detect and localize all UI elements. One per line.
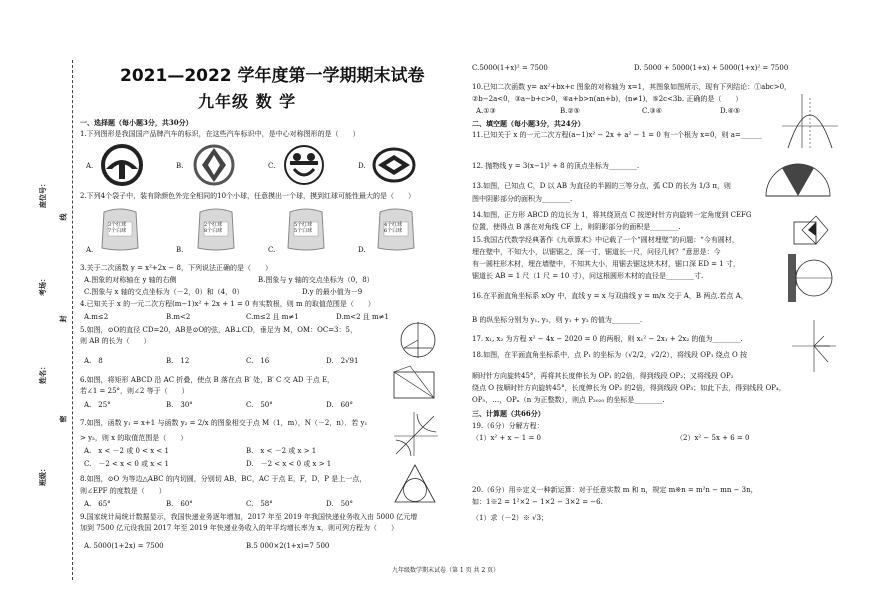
q15-line-4: 锯道长 AB = 1 尺（1 尺 = 10 寸），问这根圆形木材的直径是________寸. — [472, 272, 704, 280]
q7-option-b: B. x < －2 或 x > 1 — [246, 447, 317, 455]
q14-line-2: 位置，使得点 B 落在对角线 CF 上，则阴影部分的面积是________. — [472, 223, 681, 231]
q5-line-1: 5.如图，⊙O的直径 CD=20，AB是⊙O的弦，AB⊥CD，垂足为 M，OM：OC=3：5， — [80, 326, 357, 334]
exam-room-label: 考场： — [39, 275, 47, 296]
q14-line-1: 14.如图，正方形 ABCD 的边长为 1，将其绕顶点 C 按逆时针方向旋转一定角度到 CEFG — [472, 211, 752, 219]
q20-line-1: 20.（6分）用※定义一种新运算：对于任意实数 m 和 n，规定 m※n = m²n − mn − 3n， — [472, 486, 758, 494]
q9-line-1: 9.国家统计局统计数据显示，我国快递业务逐年增加，2017 年至 2019 年我国快递业务收入由 5000 亿元增 — [80, 513, 418, 521]
section3-heading: 三、计算题（共66分） — [472, 409, 545, 418]
q8-option-c: C. 58° — [246, 500, 273, 508]
q3-stem: 3.关于二次函数 y = x²+2x − 8，下列说法正确的是（ ） — [80, 264, 272, 272]
q5-option-b: B. 12 — [166, 357, 190, 365]
car-logo-c-icon — [282, 143, 326, 187]
q6-rectangle-figure — [390, 364, 440, 404]
q3-option-d: D.y 的最小值为－9 — [302, 288, 363, 296]
q7-line-1: 7.如图，函数 y₁ = x+1 与函数 y₂ = 2/x 的图象相交于点 M（1，m），N（－2，n）．若 y₁ — [80, 419, 368, 427]
q1-stem: 1.下列图形是我国国产品牌汽车的标识，在这些汽车标识中，是中心对称图形的是（ ） — [80, 130, 360, 138]
q13-line-2: 图中阴影部分的面积为________. — [472, 195, 573, 203]
q8-line-2: 则∠EPF 的度数是（ ） — [80, 487, 166, 495]
q4-option-b: B.m<2 — [166, 313, 191, 321]
bag-a-red: 3个红球 — [108, 222, 127, 228]
q5-option-c: C. 16 — [246, 357, 270, 365]
bag-b-white: 8个白球 — [204, 228, 223, 234]
seat-number-label: 座位号： — [39, 180, 47, 208]
section1-heading: 一、选择题（每小题3分，共30分） — [80, 118, 193, 127]
q6-option-d: D. 60° — [326, 401, 353, 409]
q7-option-c: C. －2 < x < 0 或 x < 1 — [84, 460, 169, 468]
q18-coordinate-figure — [790, 318, 838, 374]
q6-line-2: 若∠1 = 25°，则∠2 等于（ ） — [80, 387, 189, 395]
q15-line-2: 埋在壁中，不知大小，以锯锯之，深一寸，锯道长一尺，问径几何？”意思是：今 — [472, 248, 721, 256]
q2-option-c: C. — [268, 246, 276, 254]
q9-option-a: A. 5000(1+2x) = 7500 — [84, 542, 164, 550]
q10-line-2: ②b−2a<0，③a−b+c>0，④a+b>n(an+b)，(n≠1)，⑤2c<3b. 正确的是（ ） — [472, 95, 743, 103]
q11-text: 11.已知关于 x 的一元二次方程(a−1)x² − 2x + a² − 1 = 0 有一个根为 x=0，则 a=______ — [472, 131, 762, 139]
q12-text: 12. 抛物线 y = 3(x−1)² + 8 的顶点坐标为________. — [472, 162, 640, 170]
q9-option-b: B.5 000×2(1+x)=7 500 — [246, 542, 330, 550]
exam-title: 2021—2022 学年度第一学期期末试卷 — [120, 66, 425, 86]
q5-line-2: 则 AB 的长为（ ） — [80, 337, 151, 345]
q9-option-d: D. 5000 + 5000(1+x) + 5000(1+x)² = 7500 — [634, 64, 789, 72]
bag-c-red: 5个红球 — [294, 222, 313, 228]
q3-option-b: B.图象与 y 轴的交点坐标为（0，8） — [258, 276, 374, 284]
q6-option-c: C. 50° — [246, 401, 273, 409]
q5-circle-figure — [396, 318, 440, 362]
q10-option-d: D.④⑤ — [720, 107, 741, 115]
q14-square-figure — [790, 210, 830, 250]
q10-option-a: A.①③ — [476, 107, 496, 115]
section2-heading: 二、填空题（每小题3分，共24分） — [472, 119, 585, 128]
q20-line-2: 如：1※2 = 1²×2 − 1×2 − 3×2 = −6. — [472, 498, 603, 506]
q19-stem: 19.（6分）分解方程： — [472, 422, 544, 430]
q4-option-c: C.m≤2 且 m≠1 — [246, 313, 299, 321]
bag-a-white: 7个白球 — [108, 228, 127, 234]
q3-option-c: C.图象与 x 轴的交点坐标为（－2，0）和（4，0） — [84, 288, 244, 296]
q16-line-2: B 的纵坐标分别为 y₁, y₂，则 y₁ + y₂ 的值为________. — [472, 316, 643, 324]
q19-part-2: （2）x² − 5x + 6 = 0 — [676, 434, 750, 442]
q15-line-1: 15.我国古代数学经典著作《九章算术》中记载了一个“圆材埋壁”的问题：“今有圆材， — [472, 236, 739, 244]
q8-option-d: D. 50° — [326, 500, 353, 508]
binding-line — [72, 60, 73, 580]
q10-parabola-figure — [780, 92, 840, 150]
car-logo-b-icon — [192, 143, 236, 187]
car-logo-a-icon — [100, 143, 144, 187]
bag-d-white: 6个白球 — [384, 228, 403, 234]
q13-line-1: 13.如图，已知点 C，D 以 AB 为直径的半圆的三等分点，弧 CD 的长为 1/3 π，则 — [472, 182, 731, 190]
page-footer: 九年级数学期末试卷（第 1 页 共 2 页） — [392, 567, 500, 574]
name-label: 姓名： — [39, 363, 47, 384]
seal-word-xian: 线 — [59, 213, 68, 221]
bag-c-white: 5个白球 — [294, 228, 313, 234]
q8-option-b: B. 60° — [166, 500, 193, 508]
q7-option-a: A. x < －2 或 0 < x < 1 — [84, 447, 169, 455]
exam-subtitle: 九年级 数 学 — [198, 92, 297, 111]
q18-line-1: 18.如图，在平面直角坐标系中，点 P₁ 的坐标为（√2/2，√2/2），将线段 OP₁ 绕点 O 按 — [472, 351, 747, 359]
q1-option-d: D. — [358, 162, 366, 170]
q16-line-1: 16.在平面直角坐标系 xOy 中，直线 y = x 与双曲线 y = m/x 交于 A，B 两点.若点 A， — [472, 292, 748, 300]
q3-option-a: A.图象的对称轴在 y 轴的右侧 — [84, 276, 177, 284]
seal-word-feng: 封 — [59, 315, 68, 323]
q5-option-a: A. 8 — [84, 357, 103, 365]
q7-graph-figure — [392, 410, 440, 458]
q15-line-3: 有一圆柱形木材，埋在墙壁中，不知其大小，用锯去锯这块木材，锯口深 ED = 1 寸， — [472, 260, 740, 268]
q8-line-1: 8.如图，⊙O 为等边△ABC 的内切圆，分别切 AB，BC，AC 于点 E，F，D，P 是上一点， — [80, 475, 367, 483]
q8-triangle-figure — [392, 462, 438, 506]
q13-semicircle-figure — [762, 160, 834, 202]
q5-option-d: D. 2√91 — [326, 357, 359, 365]
car-logo-d-icon — [372, 143, 416, 187]
bag-b-red: 2个红球 — [204, 222, 223, 228]
q2-option-d: D. — [358, 246, 366, 254]
q18-line-2: 顺时针方向旋转45°，再将其长度伸长为 OP₁ 的2倍，得到线段 OP₂；又将线段 OP₂ — [472, 372, 734, 380]
q4-option-a: A.m≤2 — [84, 313, 109, 321]
q19-part-1: （1）x² + x − 1 = 0 — [472, 434, 542, 442]
q18-line-3: 绕点 O 按顺时针方向旋转45°，长度伸长为 OP₂ 的2倍，得到线段 OP₃；如此下去，得到线段 OP₄， — [472, 384, 786, 392]
q9-line-2: 加到 7500 亿元设我国 2017 年至 2019 年快递业务收入的年平均增长率为 x，则可列方程为（ ） — [80, 524, 398, 532]
q8-option-a: A. 65° — [84, 500, 111, 508]
bag-d-red: 4个红球 — [384, 222, 403, 228]
q6-line-1: 6.如图，将矩形 ABCD 沿 AC 折叠，使点 B 落在点 B′ 处，B′ C 交 AD 于点 E， — [80, 376, 335, 384]
seal-word-mi: 密 — [59, 415, 68, 423]
q15-wall-circle-figure — [784, 252, 836, 304]
q6-option-a: A. 25° — [84, 401, 111, 409]
q4-option-d: D.m<2 且 m≠1 — [336, 313, 389, 321]
q9-option-c: C.5000(1+x)² = 7500 — [472, 64, 548, 72]
q4-stem: 4.已知关于 x 的一元二次方程(m−1)x² + 2x + 1 = 0 有实数根，则 m 的取值范围是（ ） — [80, 300, 375, 308]
q2-option-b: B. — [176, 246, 184, 254]
q2-option-a: A. — [86, 246, 94, 254]
q18-line-4: OP₅，…，OPₙ（n 为正整数），则点 P₂₀₂₀ 的坐标是________. — [472, 396, 665, 404]
q1-option-a: A. — [86, 162, 94, 170]
q1-option-b: B. — [176, 162, 184, 170]
q10-option-b: B.②⑤ — [560, 107, 580, 115]
class-label: 班级： — [39, 465, 47, 486]
q7-option-d: D. －2 < x < 0 或 x > 1 — [246, 460, 332, 468]
q10-option-c: C.③④ — [642, 107, 662, 115]
q10-line-1: 10.已知二次函数 y= ax²+bx+c 图象的对称轴为 x=1，其图象如图所示，现有下列结论：①abc>0， — [472, 83, 792, 91]
q6-option-b: B. 30° — [166, 401, 193, 409]
q2-stem: 2.下列4个袋子中，装有除颜色外完全相同的10个小球，任意摸出一个球，摸到红球可能性最大的是（ ） — [80, 192, 416, 200]
q20-part-1: （1）求（－2）※ √3； — [472, 514, 549, 522]
q1-option-c: C. — [268, 162, 276, 170]
q17-text: 17. x₁, x₂ 为方程 x² − 4x − 2020 = 0 的两根，则 x₁² − 2x₁ + 2x₂ 的值为________. — [472, 335, 743, 343]
q7-line-2: > y₂，则 x 的取值范围是（ ） — [80, 434, 188, 442]
